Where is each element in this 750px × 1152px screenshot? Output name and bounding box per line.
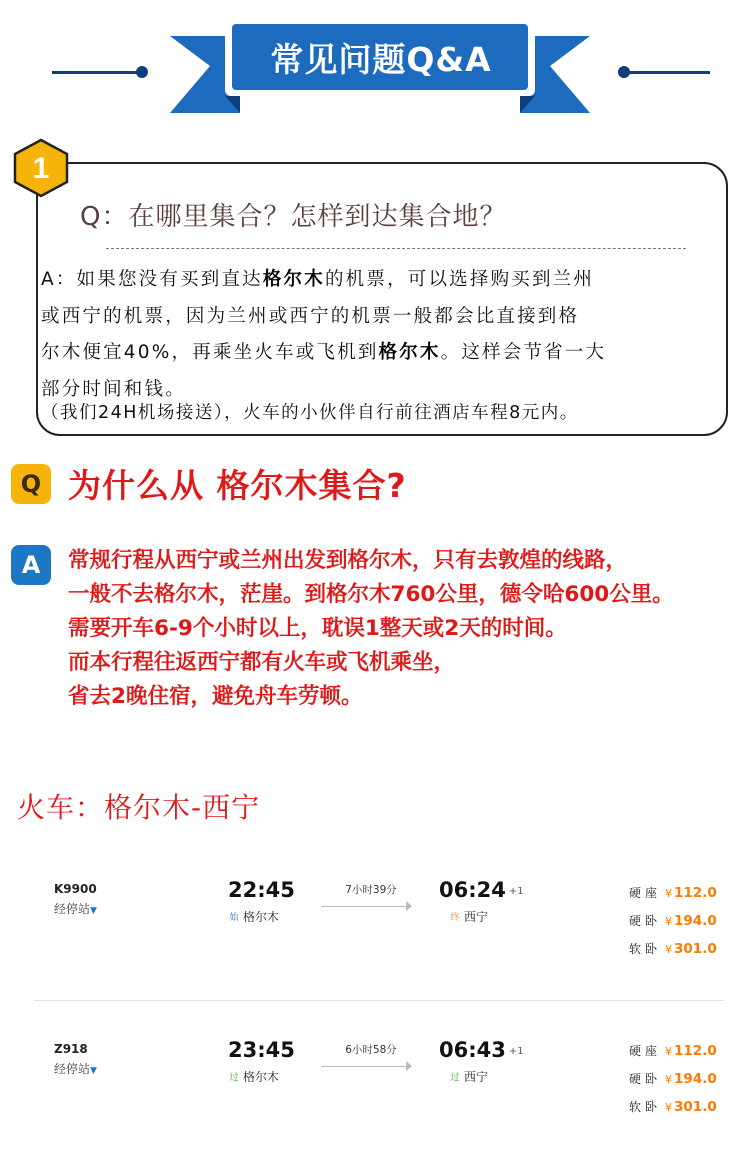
seat-type: 软卧: [629, 1100, 662, 1114]
row-divider: [34, 1000, 724, 1001]
seat-price-soft-sleeper[interactable]: [629, 1098, 717, 1115]
seat-price-hard-seat[interactable]: [629, 1042, 717, 1059]
faq1-answer-l1b: 格尔木: [262, 269, 325, 290]
arrive-station-name: 西宁: [464, 910, 489, 924]
seat-price-hard-seat[interactable]: [629, 884, 717, 901]
faq2-answer-line: 需要开车6-9个小时以上，耽误1整天或2天的时间。: [68, 616, 567, 641]
q-badge: Q: [11, 464, 51, 504]
arrive-time: [439, 1038, 524, 1062]
train-number[interactable]: K9900: [54, 882, 97, 896]
banner-left-line: [52, 71, 144, 74]
seat-price-soft-sleeper[interactable]: [629, 940, 717, 957]
pass-tag: 过: [229, 1072, 239, 1083]
arrive-time-value: 06:43: [439, 1038, 506, 1062]
depart-station: [228, 1068, 279, 1085]
banner-left-dot: [136, 66, 148, 78]
seat-price-hard-sleeper[interactable]: [629, 912, 717, 929]
arrow-right-icon: [406, 901, 412, 911]
yen-symbol: ¥: [665, 1045, 673, 1058]
arrive-station: [449, 908, 488, 925]
stops-label: 经停站: [54, 902, 91, 916]
depart-station-name: 格尔木: [243, 1070, 280, 1084]
banner-right-line: [624, 71, 710, 74]
faq1-answer-l4: 部分时间和钱。: [41, 378, 186, 400]
duration-line: [321, 1066, 411, 1067]
faq1-divider: [106, 248, 686, 249]
faq1-question: Q：在哪里集合？怎样到达集合地？: [80, 202, 507, 232]
faq1-answer-l3b: 格尔木: [378, 342, 441, 363]
plus-day: +1: [508, 1045, 524, 1057]
arrive-station-name: 西宁: [464, 1070, 489, 1084]
faq1-note: （我们24H机场接送），火车的小伙伴自行前往酒店车程8元内。: [41, 403, 579, 423]
faq1-answer-l1a: A：如果您没有买到直达: [41, 269, 263, 290]
arrive-time-value: 06:24: [439, 878, 506, 902]
depart-station-name: 格尔木: [243, 910, 280, 924]
faq1-number-badge: [12, 138, 70, 198]
train-row: [34, 1032, 724, 1152]
depart-station: [228, 908, 279, 925]
seat-price: 301.0: [674, 1099, 717, 1115]
a-badge: A: [11, 545, 51, 585]
depart-time: 22:45: [228, 878, 295, 902]
stops-label: 经停站: [54, 1062, 91, 1076]
pass-tag: 过: [450, 1072, 460, 1083]
seat-type: 软卧: [629, 942, 662, 956]
faq1-answer-l3c: 。这样会节省一大: [440, 342, 607, 363]
yen-symbol: ¥: [665, 887, 673, 900]
seat-type: 硬卧: [629, 914, 662, 928]
duration: 6小时58分: [345, 1044, 397, 1056]
start-tag: 始: [229, 912, 239, 923]
faq2-answer-line: 而本行程往返西宁都有火车或飞机乘坐，: [68, 650, 456, 675]
seat-type: 硬座: [629, 886, 662, 900]
faq1-answer-l2: 或西宁的机票，因为兰州或西宁的机票一般都会比直接到格: [41, 305, 580, 327]
stops-dropdown[interactable]: [54, 900, 97, 917]
plus-day: +1: [508, 885, 524, 897]
seat-price: 301.0: [674, 941, 717, 957]
banner-title: 常见问题Q&A: [270, 40, 492, 79]
arrive-station: [449, 1068, 488, 1085]
seat-price: 194.0: [674, 1071, 717, 1087]
seat-price: 194.0: [674, 913, 717, 929]
train-number[interactable]: Z918: [54, 1042, 88, 1056]
train-section-title: 火车：格尔木-西宁: [17, 791, 261, 824]
seat-type: 硬座: [629, 1044, 662, 1058]
yen-symbol: ¥: [665, 1073, 673, 1086]
faq2-answer: [68, 544, 748, 714]
faq1-number: 1: [32, 152, 50, 185]
faq2-answer-line: 一般不去格尔木，茫崖。到格尔木760公里，德令哈600公里。: [68, 582, 674, 607]
arrow-right-icon: [406, 1061, 412, 1071]
yen-symbol: ¥: [665, 943, 673, 956]
yen-symbol: ¥: [665, 915, 673, 928]
caret-down-icon: ▼: [90, 1066, 97, 1076]
caret-down-icon: ▼: [90, 906, 97, 916]
depart-time: 23:45: [228, 1038, 295, 1062]
faq1-answer-l1c: 的机票，可以选择购买到兰州: [324, 269, 595, 290]
end-tag: 终: [450, 912, 460, 923]
duration: 7小时39分: [345, 884, 397, 896]
faq2-answer-line: 省去2晚住宿，避免舟车劳顿。: [68, 684, 363, 709]
faq2-question: 为什么从 格尔木集合?: [68, 466, 407, 505]
arrive-time: [439, 878, 524, 902]
faq1-answer: [41, 262, 725, 408]
train-row: [34, 872, 724, 992]
duration-line: [321, 906, 411, 907]
seat-price: 112.0: [674, 885, 717, 901]
yen-symbol: ¥: [665, 1101, 673, 1114]
faq1-answer-l3a: 尔木便宜40%，再乘坐火车或飞机到: [41, 342, 379, 363]
seat-price: 112.0: [674, 1043, 717, 1059]
stops-dropdown[interactable]: [54, 1060, 97, 1077]
faq2-answer-line: 常规行程从西宁或兰州出发到格尔木，只有去敦煌的线路，: [68, 548, 628, 573]
banner-right-dot: [618, 66, 630, 78]
seat-type: 硬卧: [629, 1072, 662, 1086]
seat-price-hard-sleeper[interactable]: [629, 1070, 717, 1087]
